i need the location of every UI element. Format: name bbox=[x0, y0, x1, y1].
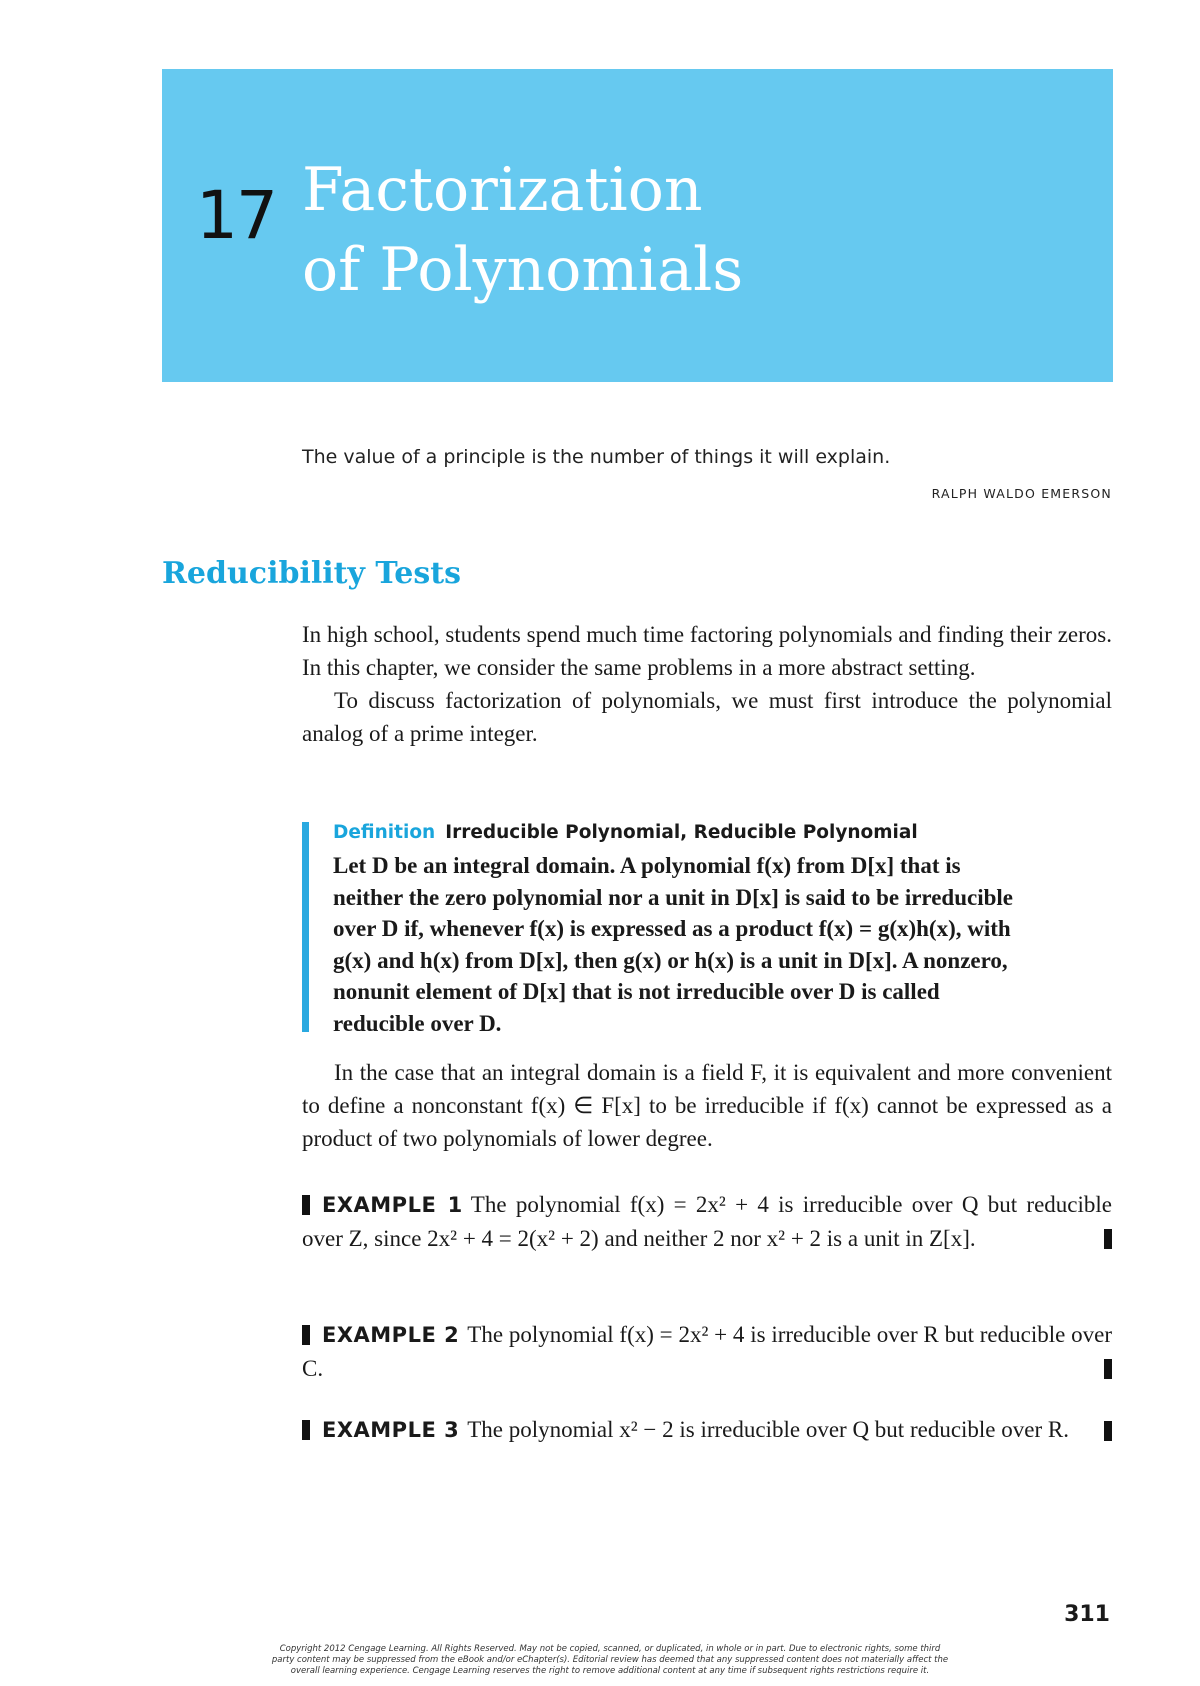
intro-text bbox=[302, 618, 1112, 750]
example-2 bbox=[302, 1318, 1112, 1385]
chapter-title-line-1: Factorization bbox=[302, 155, 703, 225]
definition-line: g(x) and h(x) from D[x], then g(x) or h(x) is a unit in D[x]. A nonzero, bbox=[333, 947, 1008, 973]
definition-line: reducible over D. bbox=[333, 1010, 502, 1036]
example-label: EXAMPLE 1 bbox=[322, 1193, 463, 1217]
epigraph-author: RALPH WALDO EMERSON bbox=[931, 486, 1112, 501]
definition-line: Let D be an integral domain. A polynomial f(x) from D[x] that is bbox=[333, 853, 961, 878]
epigraph-quote: The value of a principle is the number of things it will explain. bbox=[302, 446, 891, 468]
end-of-example-icon bbox=[1104, 1359, 1112, 1379]
end-of-example-icon bbox=[1104, 1229, 1112, 1249]
example-marker-icon bbox=[302, 1325, 310, 1345]
definition-text bbox=[333, 850, 1103, 1039]
definition-line: over D if, whenever f(x) is expressed as a product f(x) = g(x)h(x), with bbox=[333, 916, 1011, 941]
page-number: 311 bbox=[1064, 1602, 1110, 1627]
example-text: The polynomial x² − 2 is irreducible over Q but reducible over R. bbox=[467, 1417, 1069, 1442]
definition-box bbox=[302, 812, 1112, 1036]
intro-paragraph-2: To discuss factorization of polynomials, we must first introduce the polynomial analog of a prime integer. bbox=[302, 688, 1112, 746]
example-label: EXAMPLE 2 bbox=[322, 1323, 460, 1347]
definition-header bbox=[333, 822, 918, 843]
field-paragraph: In the case that an integral domain is a field F, it is equivalent and more convenient to define a nonconstant f(x) ∈ F[x] to be irreducible if f(x) cannot be expressed as a product of two polynomials of lower degree. bbox=[302, 1060, 1112, 1151]
example-label: EXAMPLE 3 bbox=[322, 1418, 460, 1442]
example-3 bbox=[302, 1413, 1112, 1447]
intro-paragraph-1: In high school, students spend much time factoring polynomials and finding their zeros. In this chapter, we consider the same problems in a more abstract setting. bbox=[302, 622, 1112, 680]
chapter-title-line-2: of Polynomials bbox=[302, 235, 744, 305]
chapter-number: 17 bbox=[196, 177, 276, 254]
example-marker-icon bbox=[302, 1195, 310, 1215]
definition-line: neither the zero polynomial nor a unit in D[x] is said to be irreducible bbox=[333, 884, 1014, 910]
example-1 bbox=[302, 1188, 1112, 1255]
definition-label: Definition bbox=[333, 822, 436, 843]
example-marker-icon bbox=[302, 1420, 310, 1440]
example-text: The polynomial f(x) = 2x² + 4 is irreducible over Q but reducible over Z, since 2x² + 4 = 2(x² + 2) and neither 2 nor x² + 2 is a unit in Z[x]. bbox=[302, 1192, 1113, 1251]
section-heading: Reducibility Tests bbox=[162, 556, 461, 591]
chapter-title bbox=[302, 150, 743, 310]
copyright-notice: Copyright 2012 Cengage Learning. All Rights Reserved. May not be copied, scanned, or duplicated, in whole or in part. Due to electronic rights, some third party content may be suppressed from the eBook and/or eChapter(s). Editorial review has deemed that any suppressed content does not materially affect the overall learning experience. Cengage Learning reserves the right to remove additional content at any time if subsequent rights restrictions require it. bbox=[271, 1644, 949, 1676]
definition-accent-bar bbox=[302, 822, 309, 1032]
field-paragraph-block bbox=[302, 1056, 1112, 1155]
definition-line: nonunit element of D[x] that is not irreducible over D is called bbox=[333, 979, 940, 1004]
end-of-example-icon bbox=[1104, 1421, 1112, 1441]
definition-title: Irreducible Polynomial, Reducible Polynomial bbox=[445, 822, 918, 843]
example-text: The polynomial f(x) = 2x² + 4 is irreducible over R but reducible over C. bbox=[302, 1322, 1112, 1381]
